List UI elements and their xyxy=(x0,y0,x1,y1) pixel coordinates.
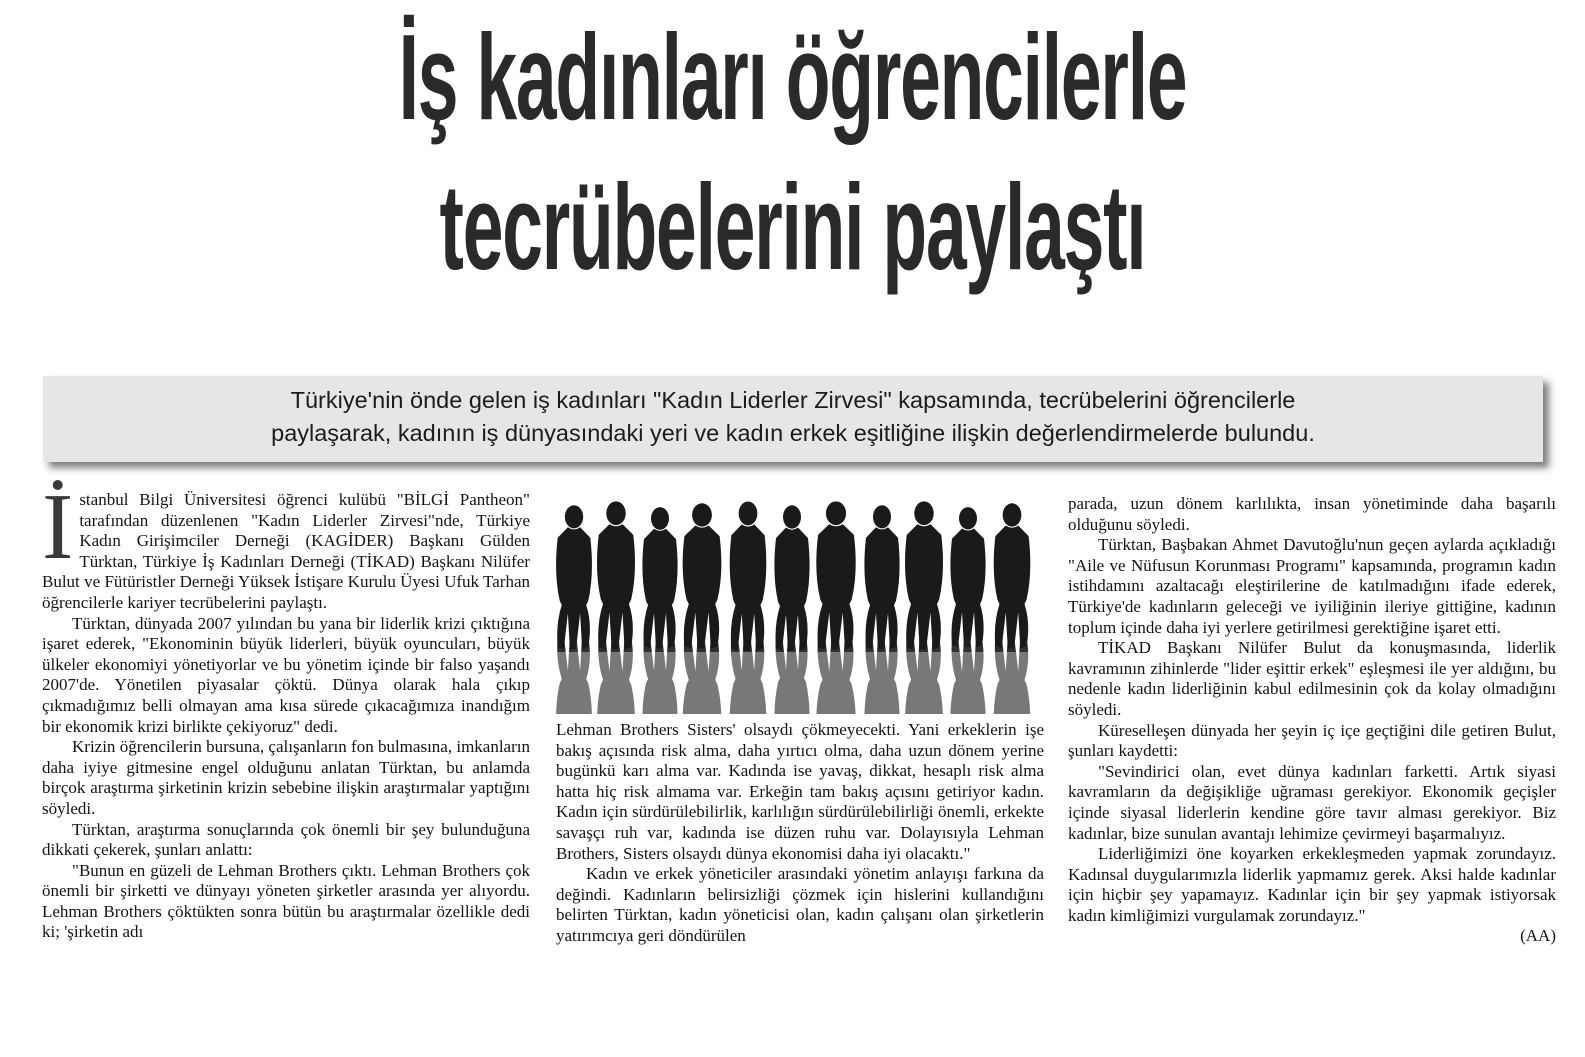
paragraph: stanbul Bilgi Üniversitesi öğrenci kulübü "BİLGİ Pantheon" tarafından düzenlenen "Kadın Liderler Zirvesi"nde, Türkiye Kadın Girişimciler Derneği (KAGİDER) Başkanı Gülden Türktan, Türkiye İş Kadınları Derneği (TİKAD) Başkanı Nilüfer Bulut ve Fütüristler Derneği Yüksek İstişare Kurulu Üyesi Ufuk Tarhan öğrencilerle kariyer tecrübelerini paylaştı. xyxy=(42,490,530,612)
paragraph: Krizin öğrencilerin bursuna, çalışanların fon bulmasına, imkanların daha iyiye gitmesine engel olduğunu anlatan Türktan, bu anlamda birçok araştırma şirketinin krizin sebebine ilişkin araştırmalar yaptığını söyledi. xyxy=(42,737,530,818)
paragraph: TİKAD Başkanı Nilüfer Bulut da konuşmasında, liderlik kavramının zihinlerde "lider eşittir erkek" eşleşmesi ile yer aldığını, bu nedenle kadın liderliğinin kabul edilmesinin çok da kolay olmadığını söyledi. xyxy=(1068,638,1556,719)
byline-signature: (AA) xyxy=(1520,926,1556,946)
headline xyxy=(0,2,1585,302)
deck-line-2: paylaşarak, kadının iş dünyasındaki yeri ve kadın erkek eşitliğine ilişkin değerlendirmelerde bulundu. xyxy=(271,420,1315,446)
headline-line-1: İş kadınları öğrencilerle xyxy=(398,9,1187,145)
article-column-2 xyxy=(556,720,1044,947)
paragraph: Türktan, Başbakan Ahmet Davutoğlu'nun geçen aylarda açıkladığı "Aile ve Nüfusun Korunması Programı" kapsamında, programın kadın istihdamını azaltacağı eleştirilerine de katılmadığını ifade ederek, Türkiye'de kadınların geleceği ve iyiliğinin ileriye gittiğine, kadının toplum içinde daha iyi yerlere getirilmesi gerektiğine işaret etti. xyxy=(1068,535,1556,637)
paragraph: Liderliğimizi öne koyarken erkekleşmeden yapmak zorundayız. Kadınsal duygularımızla liderlik yapmamız gerek. Aksi halde kadınlar için hiçbir şey yapamayız. Kadınlar için bir şey yapmak istiyorsak kadın kimliğimizi vurgulamak zorundayız." xyxy=(1068,844,1556,925)
women-silhouettes-icon xyxy=(552,492,1044,714)
women-silhouettes-photo xyxy=(552,492,1044,714)
paragraph: Türktan, dünyada 2007 yılından bu yana bir liderlik krizi çıktığına işaret ederek, "Ekonominin büyük liderleri, büyük oyuncuları, büyük ülkeler ekonomiyi yönetiyorlar ve bu yönetim içinde bir falso yaşandı 2007'de. Yönetilen piyasalar çöktü. Dünya olarak hala çıkıp çıkmadığımız belli olmayan ama kısa sürede çıkacağımıza inandığım bir ekonomik krizi birlikte çekiyoruz" dedi. xyxy=(42,613,530,736)
paragraph: Küreselleşen dünyada her şeyin iç içe geçtiğini dile getiren Bulut, şunları kaydetti: xyxy=(1068,720,1556,761)
headline-line-2: tecrübelerini paylaştı xyxy=(439,159,1146,295)
paragraph: Türktan, araştırma sonuçlarında çok önemli bir şey bulunduğuna dikkati çekerek, şunları anlattı: xyxy=(42,819,530,860)
paragraph: Lehman Brothers Sisters' olsaydı çökmeyecekti. Yani erkeklerin işe bakış açısında risk alma, daha yırtıcı olma, daha uzun dönem yerine bugünkü karı alma var. Kadında ise yavaş, dikkat, hesaplı risk alma hatta hiç risk almama var. Erkeğin tam bakış açısını getiriyor kadın. Kadın için sürdürülebilirlik, karlılığın sürdürülebilirliği önemli, erkekte savaşçı ruh var, kadında ise düzen ruhu var. Dolayısıyla Lehman Brothers, Sisters olsaydı dünya ekonomisi daha iyi olacaktı." xyxy=(556,720,1044,863)
article-column-3 xyxy=(1068,494,1556,947)
deck-line-1: Türkiye'nin önde gelen iş kadınları "Kadın Liderler Zirvesi" kapsamında, tecrübelerini öğrencilerle xyxy=(290,387,1296,413)
deck-box xyxy=(43,376,1543,462)
paragraph: parada, uzun dönem karlılıkta, insan yönetiminde daha başarılı olduğunu söyledi. xyxy=(1068,494,1556,534)
paragraph: "Sevindirici olan, evet dünya kadınları farketti. Artık siyasi kavramların da değişikliğe uğraması gerekiyor. Ekonomik geçişler içinde siyasal liderlerin kendine göre tavır alması gerekiyor. Biz kadınlar, bize sunulan avantajı lehimize çevirmeyi başarmalıyız. xyxy=(1068,761,1556,843)
paragraph: "Bunun en güzeli de Lehman Brothers çıktı. Lehman Brothers çok önemli bir şirketti ve dünyayı yöneten şirketler arasında yer alıyordu. Lehman Brothers çöktükten sonra bütün bu araştırmalar özellikle dedi ki; 'şirketin adı xyxy=(42,860,530,942)
paragraph: Kadın ve erkek yöneticiler arasındaki yönetim anlayışı farkına da değindi. Kadınların belirsizliği çözmek için hislerini kullandığını belirten Türktan, kadın yöneticisi olan, kadın çalışanı olan şirketlerin yatırımcıya geri döndürülen xyxy=(556,864,1044,945)
article-column-1 xyxy=(42,475,530,943)
drop-cap: İ xyxy=(42,475,74,579)
